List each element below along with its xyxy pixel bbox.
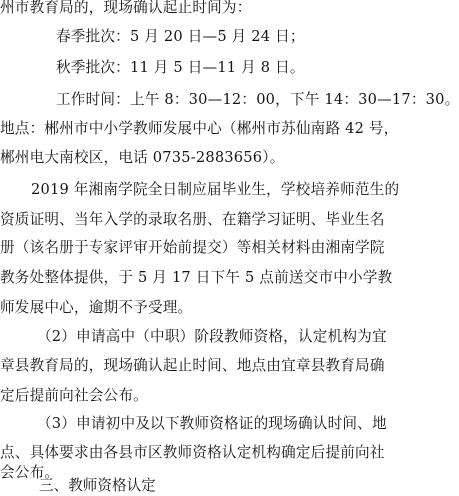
text-line-9: 册（该名册于专家评审开始前提交）等相关材料由湘南学院 <box>0 239 385 256</box>
text-line-5: 地点：郴州市中小学教师发展中心（郴州市苏仙南路 42 号， <box>0 120 399 137</box>
text-line-7: 2019 年湘南学院全日制应届毕业生，学校培养师范生的 <box>31 181 400 198</box>
partial-heading: 三、教师资格认定 <box>39 477 156 494</box>
text-line-11: 师发展中心，逾期不予受理。 <box>0 299 193 316</box>
text-line-10: 教务处整体提供，于 5 月 17 日下午 5 点前送交市中小学教 <box>0 269 393 286</box>
text-line-8: 资质证明、当年入学的录取名册、在籍学习证明、毕业生名 <box>0 211 385 228</box>
text-line-14: 定后提前向社会公布。 <box>0 387 148 404</box>
text-line-6: 郴州电大南校区，电话 0735-2883656）。 <box>0 149 285 166</box>
text-line-16: 点、具体要求由各县市区教师资格认定机构确定后提前向社 <box>0 444 385 461</box>
text-line-15: （3）申请初中及以下教师资格证的现场确认时间、地 <box>37 415 387 432</box>
text-line-2: 春季批次：5 月 20 日—5 月 24 日； <box>56 28 305 45</box>
text-line-4: 工作时间：上午 8：30—12：00，下午 14：30—17：30。 <box>56 91 459 108</box>
text-line-1: 州市教育局的，现场确认起止时间为： <box>0 0 252 16</box>
text-line-12: （2）申请高中（中职）阶段教师资格，认定机构为宜 <box>37 328 387 345</box>
text-line-3: 秋季批次：11 月 5 日—11 月 8 日。 <box>56 59 305 76</box>
text-line-13: 章县教育局的，现场确认起止时间、地点由宜章县教育局确 <box>0 357 385 374</box>
text-line-17: 会公布。 <box>0 464 60 481</box>
